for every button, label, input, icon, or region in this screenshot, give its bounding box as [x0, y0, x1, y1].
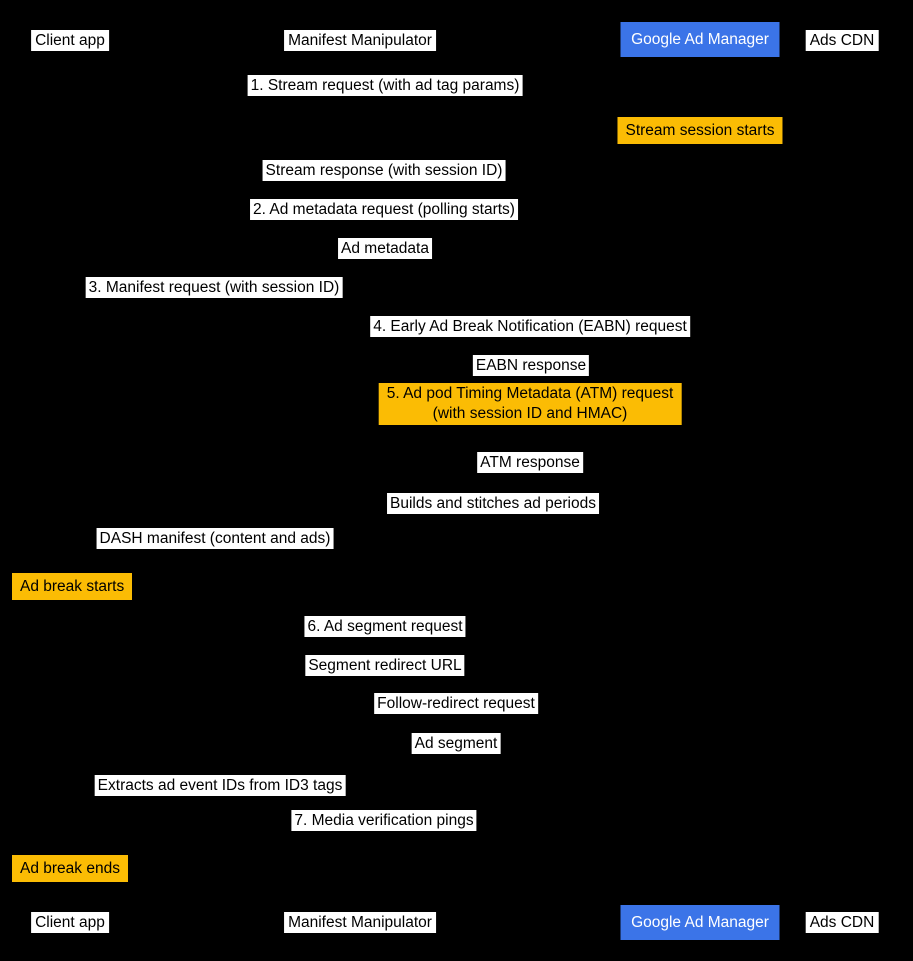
message-stream-response: Stream response (with session ID): [263, 160, 506, 181]
message-atm-request-line2: (with session ID and HMAC): [432, 405, 628, 422]
message-ad-segment: Ad segment: [412, 733, 501, 754]
message-manifest-request: 3. Manifest request (with session ID): [86, 277, 343, 298]
message-segment-redirect-url: Segment redirect URL: [305, 655, 464, 676]
message-dash-manifest: DASH manifest (content and ads): [97, 528, 334, 549]
message-atm-response: ATM response: [477, 452, 583, 473]
message-ad-metadata: Ad metadata: [338, 238, 432, 259]
message-stream-request: 1. Stream request (with ad tag params): [248, 75, 523, 96]
message-ad-segment-request: 6. Ad segment request: [304, 616, 465, 637]
participant-manifest-manipulator-top: Manifest Manipulator: [284, 30, 436, 51]
message-atm-request-line1: 5. Ad pod Timing Metadata (ATM) request: [386, 385, 674, 402]
participant-client-app-bottom: Client app: [31, 912, 109, 933]
participant-google-ad-manager-top: Google Ad Manager: [621, 22, 780, 57]
message-builds-and-stitches-ad-periods: Builds and stitches ad periods: [387, 493, 599, 514]
participant-ads-cdn-bottom: Ads CDN: [806, 912, 879, 933]
participant-google-ad-manager-bottom: Google Ad Manager: [621, 905, 780, 940]
note-stream-session-starts: Stream session starts: [617, 117, 782, 144]
message-follow-redirect-request: Follow-redirect request: [374, 693, 538, 714]
message-eabn-response: EABN response: [473, 355, 589, 376]
participant-manifest-manipulator-bottom: Manifest Manipulator: [284, 912, 436, 933]
message-atm-request: [379, 383, 682, 425]
message-ad-metadata-request: 2. Ad metadata request (polling starts): [250, 199, 518, 220]
message-eabn-request: 4. Early Ad Break Notification (EABN) request: [370, 316, 690, 337]
note-ad-break-starts: Ad break starts: [12, 573, 132, 600]
message-extracts-ad-event-ids: Extracts ad event IDs from ID3 tags: [95, 775, 346, 796]
participant-ads-cdn-top: Ads CDN: [806, 30, 879, 51]
participant-client-app-top: Client app: [31, 30, 109, 51]
note-ad-break-ends: Ad break ends: [12, 855, 128, 882]
message-media-verification-pings: 7. Media verification pings: [291, 810, 476, 831]
